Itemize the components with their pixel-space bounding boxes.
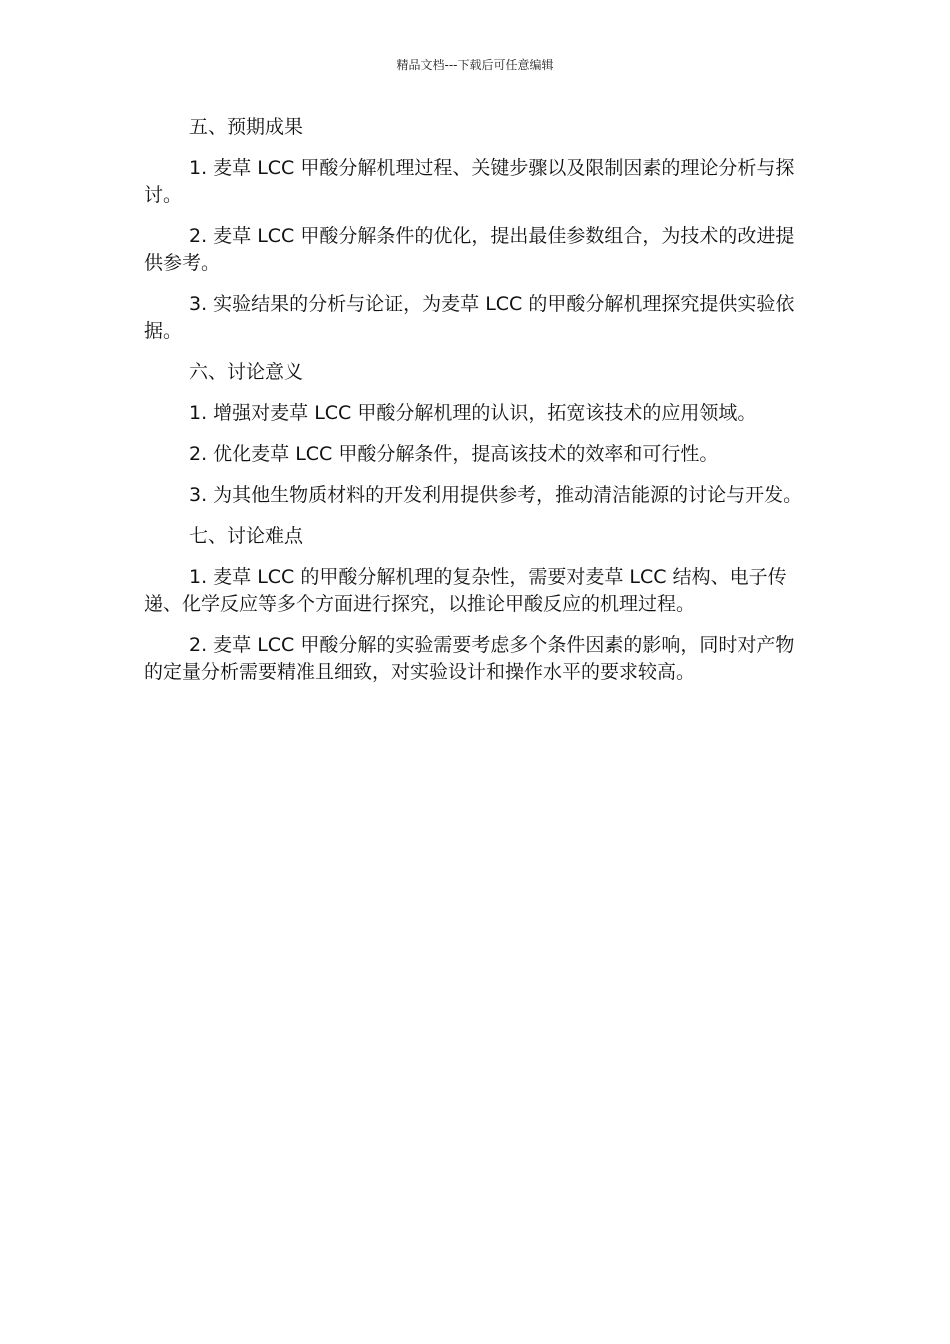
document-body <box>144 114 809 700</box>
list-item: 3. 为其他生物质材料的开发利用提供参考，推动清洁能源的讨论与开发。 <box>189 484 803 506</box>
list-item: 2. 麦草 LCC 甲酸分解条件的优化，提出最佳参数组合，为技术的改进提供参考。 <box>144 225 795 274</box>
list-item: 2. 麦草 LCC 甲酸分解的实验需要考虑多个条件因素的影响，同时对产物的定量分析需要精准且细致，对实验设计和操作水平的要求较高。 <box>144 634 795 683</box>
list-item: 1. 麦草 LCC 的甲酸分解机理的复杂性，需要对麦草 LCC 结构、电子传递、化学反应等多个方面进行探究，以推论甲酸反应的机理过程。 <box>144 566 787 615</box>
list-item: 2. 优化麦草 LCC 甲酸分解条件，提高该技术的效率和可行性。 <box>189 443 719 465</box>
page-header: 精品文档---下载后可任意编辑 <box>396 58 554 72</box>
section-heading-significance: 六、讨论意义 <box>189 361 304 383</box>
section-heading-expected-results: 五、预期成果 <box>189 116 304 138</box>
list-item: 1. 增强对麦草 LCC 甲酸分解机理的认识，拓宽该技术的应用领域。 <box>189 402 757 424</box>
list-item: 3. 实验结果的分析与论证，为麦草 LCC 的甲酸分解机理探究提供实验依据。 <box>144 293 795 342</box>
list-item: 1. 麦草 LCC 甲酸分解机理过程、关键步骤以及限制因素的理论分析与探讨。 <box>144 157 795 206</box>
section-heading-difficulties: 七、讨论难点 <box>189 525 304 547</box>
